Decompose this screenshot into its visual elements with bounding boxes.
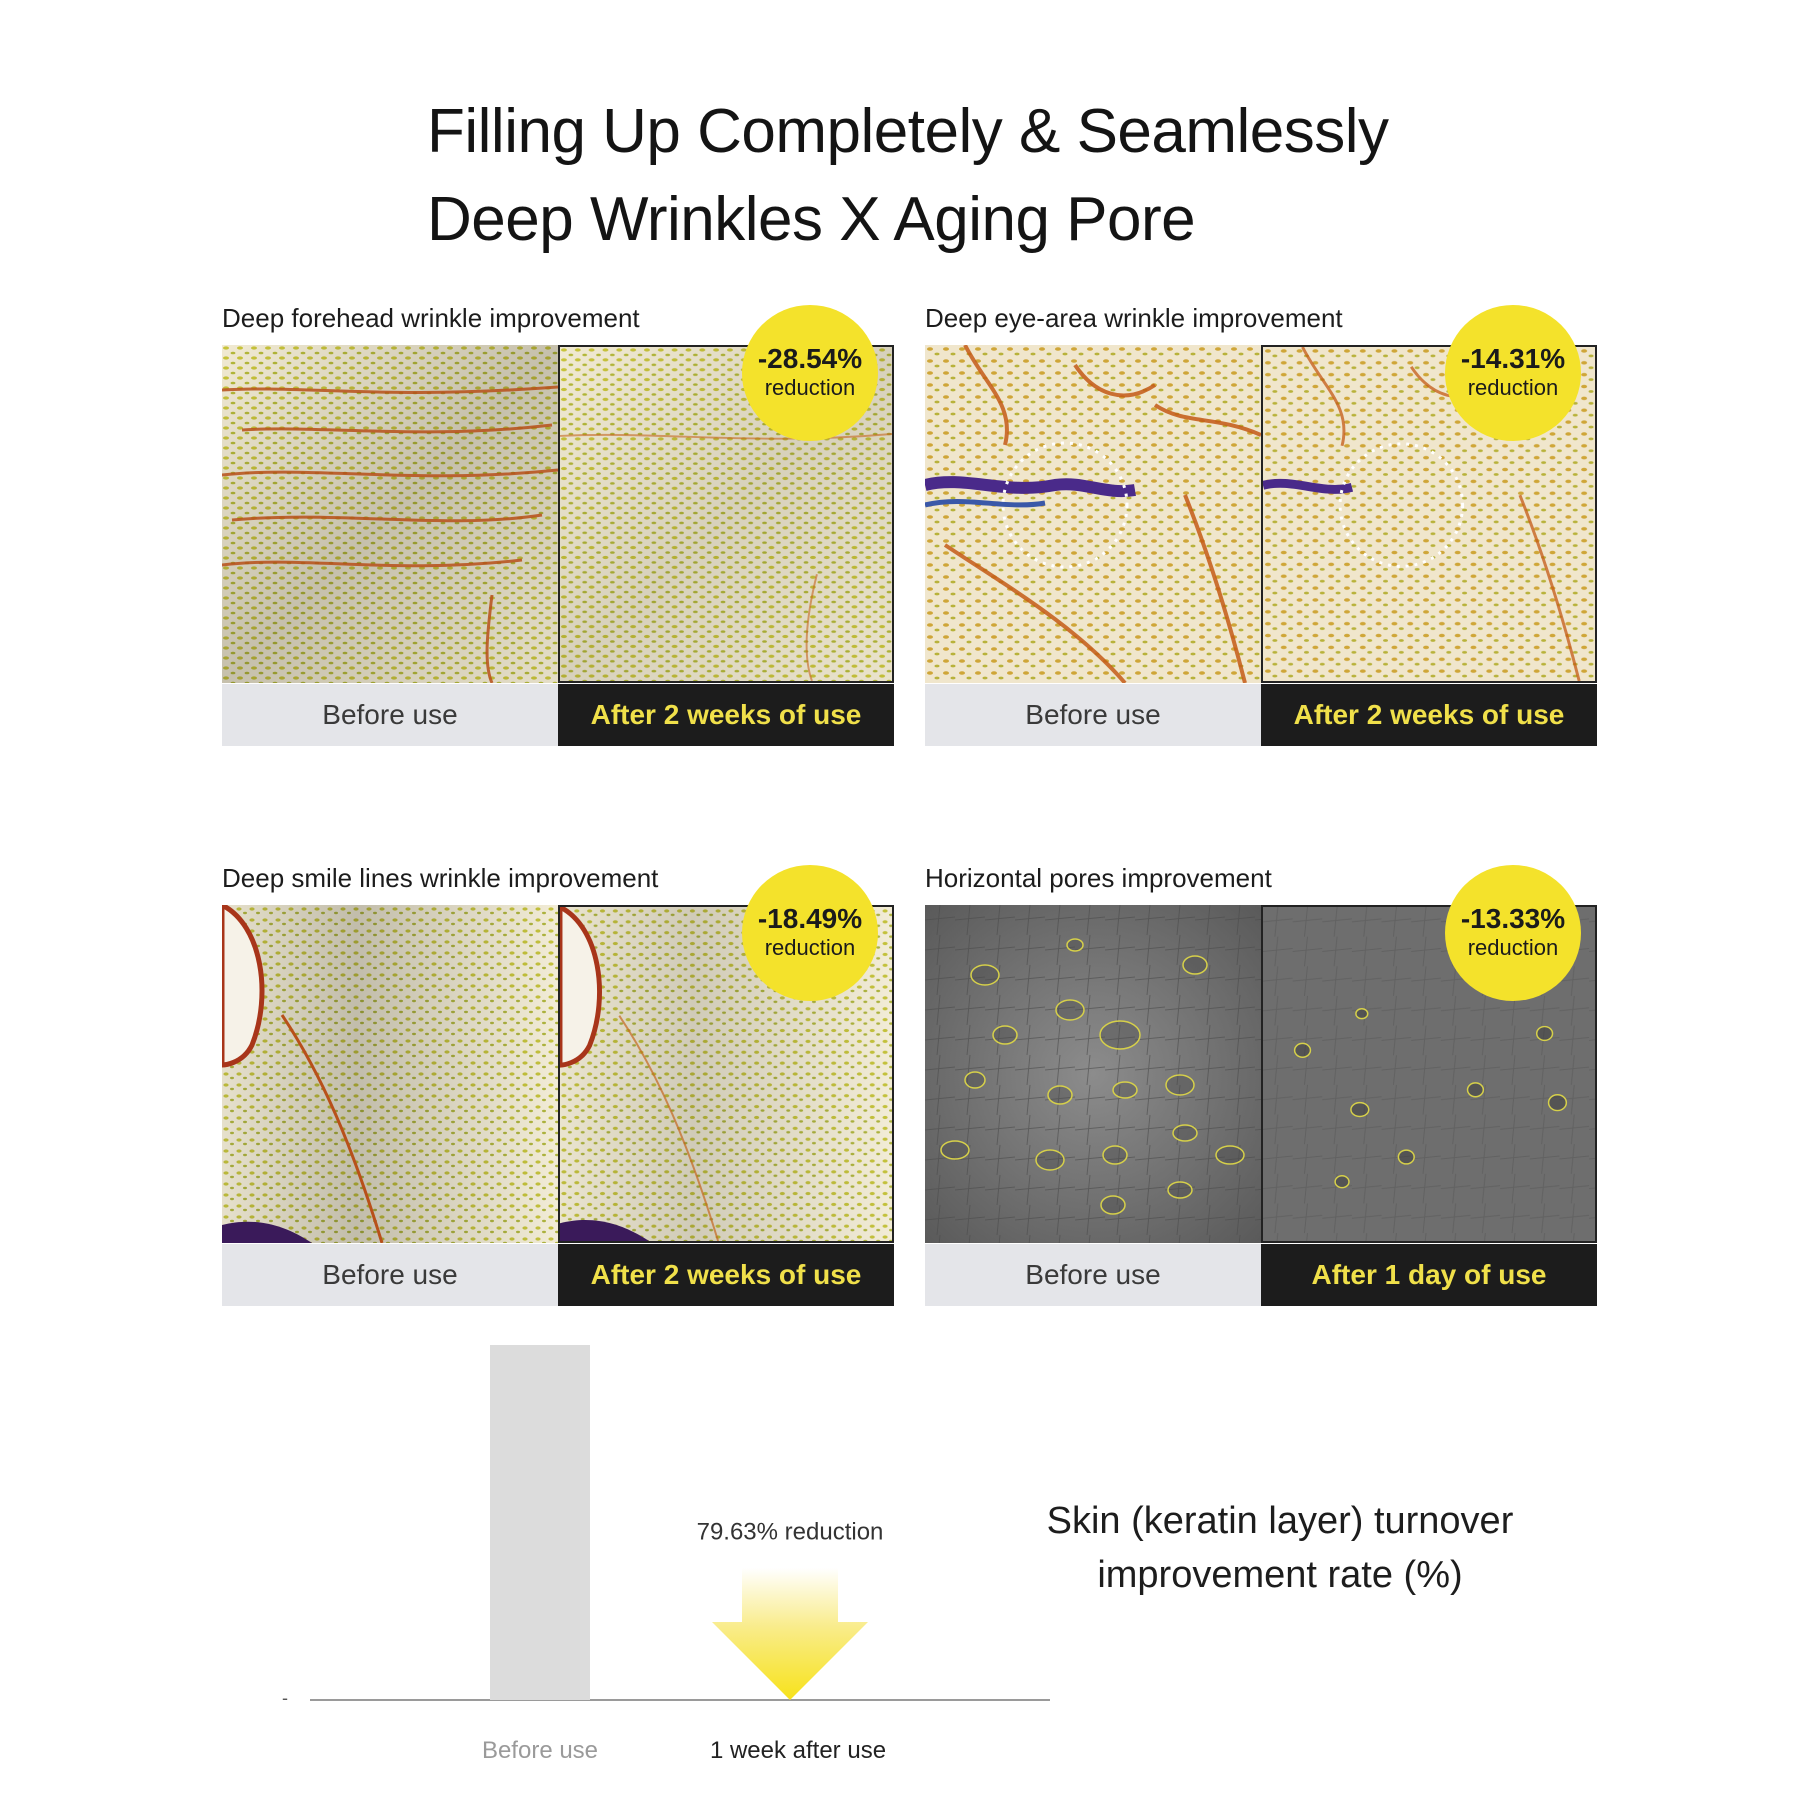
before-label: Before use xyxy=(222,1244,558,1306)
before-image xyxy=(925,905,1261,1243)
before-image xyxy=(925,345,1261,683)
reduction-badge xyxy=(742,865,878,1001)
axis-tick-mark: - xyxy=(282,1688,288,1708)
page-title xyxy=(427,88,1627,264)
panel-forehead-wrinkle xyxy=(222,300,894,730)
badge-label: reduction xyxy=(1467,935,1559,960)
badge-label: reduction xyxy=(764,375,856,400)
category-label-before-use: Before use xyxy=(481,1737,599,1764)
panel-title: Deep smile lines wrinkle improvement xyxy=(222,863,659,893)
after-label: After 2 weeks of use xyxy=(558,684,894,746)
before-label: Before use xyxy=(925,684,1261,746)
panel-title: Horizontal pores improvement xyxy=(925,863,1272,893)
after-label: After 2 weeks of use xyxy=(1261,684,1597,746)
badge-value: -14.31% xyxy=(1460,343,1566,374)
panel-horizontal-pores xyxy=(925,860,1597,1290)
after-label: After 2 weeks of use xyxy=(558,1244,894,1306)
chart-title xyxy=(1020,1494,1540,1602)
panel-title: Deep eye-area wrinkle improvement xyxy=(925,303,1343,333)
before-label: Before use xyxy=(222,684,558,746)
panel-title: Deep forehead wrinkle improvement xyxy=(222,303,640,333)
reduction-annotation: 79.63% reduction xyxy=(696,1518,884,1546)
before-label: Before use xyxy=(925,1244,1261,1306)
panel-eye-wrinkle xyxy=(925,300,1597,730)
badge-value: -18.49% xyxy=(757,903,863,934)
bar-before-use xyxy=(490,1345,590,1700)
reduction-arrow-icon xyxy=(712,1568,868,1700)
turnover-bar-chart xyxy=(270,1345,1070,1775)
after-label: After 1 day of use xyxy=(1261,1244,1597,1306)
reduction-badge xyxy=(742,305,878,441)
badge-label: reduction xyxy=(1467,375,1559,400)
chart-title-line-1: Skin (keratin layer) turnover xyxy=(1046,1500,1514,1542)
category-label-after-use: 1 week after use xyxy=(709,1737,887,1764)
reduction-badge xyxy=(1445,865,1581,1001)
reduction-badge xyxy=(1445,305,1581,441)
before-image xyxy=(222,345,558,683)
chart-title-line-2: improvement rate (%) xyxy=(1097,1554,1463,1596)
badge-value: -13.33% xyxy=(1460,903,1566,934)
panel-smile-lines-wrinkle xyxy=(222,860,894,1290)
title-line-2: Deep Wrinkles X Aging Pore xyxy=(427,185,1196,254)
before-image xyxy=(222,905,558,1243)
badge-value: -28.54% xyxy=(757,343,863,374)
badge-label: reduction xyxy=(764,935,856,960)
title-line-1: Filling Up Completely & Seamlessly xyxy=(427,97,1389,166)
